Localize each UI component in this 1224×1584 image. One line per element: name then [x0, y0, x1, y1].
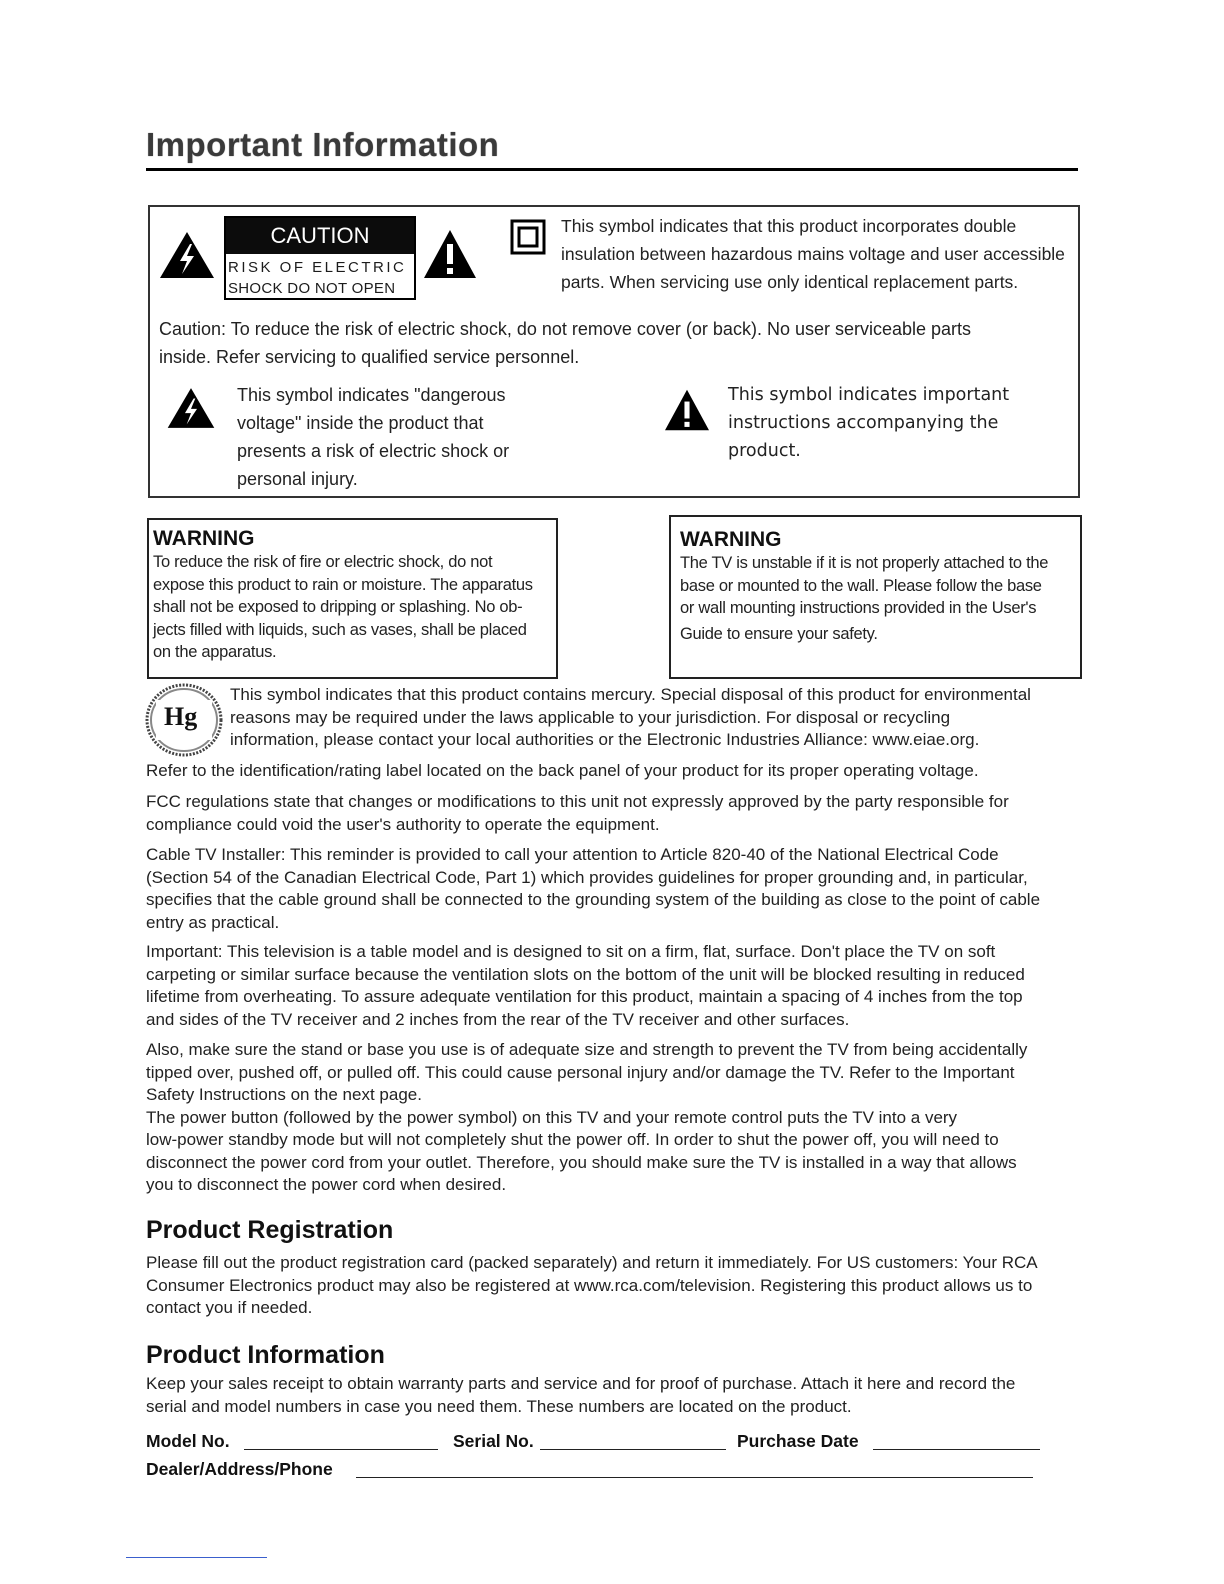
- text-line: disconnect the power cord from your outlet. Therefore, you should make sure the TV is installed in a way that allows: [146, 1152, 1017, 1172]
- page-title: Important Information: [146, 126, 500, 163]
- dealer-field[interactable]: [356, 1477, 1033, 1478]
- text-line: This symbol indicates that this product contains mercury. Special disposal of this product for environmental: [230, 685, 1031, 704]
- text-line: or wall mounting instructions provided in the User's: [680, 599, 1037, 617]
- text-line: compliance could void the user's authority to operate the equipment.: [146, 814, 660, 834]
- text-line: This symbol indicates important: [728, 385, 1010, 405]
- text-line: Cable TV Installer: This reminder is provided to call your attention to Article 820-40 of the National Electrical Code: [146, 845, 999, 864]
- caution-label: [224, 216, 416, 300]
- text-line: presents a risk of electric shock or: [237, 441, 510, 461]
- double-insulation-icon: [510, 219, 546, 255]
- text-line: lifetime from overheating. To assure adequate ventilation for this product, maintain a spacing of 4 inches from the top: [146, 987, 1023, 1006]
- warning-body: [680, 552, 1080, 645]
- text-line: This symbol indicates that this product incorporates double: [561, 216, 1017, 236]
- model-no-field[interactable]: [244, 1449, 438, 1450]
- rating-paragraph: [146, 760, 1086, 783]
- caution-text: [159, 315, 1074, 371]
- double-insulation-text: [561, 212, 1081, 296]
- warning-box-left: [147, 518, 558, 679]
- registration-text: [146, 1252, 1086, 1320]
- text-line: base or mounted to the wall. Please follow the base: [680, 576, 1042, 595]
- dealer-label: Dealer/Address/Phone: [146, 1459, 333, 1479]
- text-line: Keep your sales receipt to obtain warranty parts and service and for proof of purchase. Attach it here and record the: [146, 1374, 1016, 1393]
- text-line: contact you if needed.: [146, 1298, 313, 1317]
- text-line: carpeting or similar surface because the ventilation slots on the bottom of the unit will be blocked resulting in reduced: [146, 964, 1025, 984]
- text-line: inside. Refer servicing to qualified service personnel.: [159, 347, 580, 367]
- text-line: expose this product to rain or moisture. The apparatus: [153, 575, 533, 594]
- text-line: The power button (followed by the power symbol) on this TV and your remote control puts the TV into a very: [146, 1107, 958, 1127]
- text-line: Important: This television is a table model and is designed to sit on a firm, flat, surface. Don't place the TV on soft: [146, 942, 996, 961]
- product-info-text: [146, 1373, 1086, 1418]
- text-line: personal injury.: [237, 469, 358, 489]
- text-line: (Section 54 of the Canadian Electrical Code, Part 1) which provides guidelines for proper grounding and, in particular,: [146, 867, 1028, 887]
- text-line: low-power standby mode but will not completely shut the power off. In order to shut the power off, you will need to: [146, 1130, 999, 1149]
- lightning-warning-icon: [158, 230, 216, 280]
- text-line: shall not be exposed to dripping or splashing. No ob-: [153, 598, 523, 616]
- caution-label-line1: RISK OF ELECTRIC: [228, 259, 407, 276]
- text-line: on the apparatus.: [153, 643, 277, 661]
- text-line: Also, make sure the stand or base you use is of adequate size and strength to prevent the TV from being accidentally: [146, 1040, 1028, 1059]
- important-paragraph: [146, 941, 1086, 1031]
- model-no-label: Model No.: [146, 1431, 230, 1451]
- text-line: and sides of the TV receiver and 2 inches from the rear of the TV receiver and other surfaces.: [146, 1009, 850, 1029]
- fcc-paragraph: [146, 791, 1086, 836]
- text-line: Safety Instructions on the next page.: [146, 1085, 422, 1104]
- text-line: Guide to ensure your safety.: [680, 624, 878, 643]
- text-line: entry as practical.: [146, 912, 280, 932]
- title-divider: [146, 168, 1078, 171]
- text-line: Caution: To reduce the risk of electric shock, do not remove cover (or back). No user serviceable parts: [159, 319, 972, 339]
- warning-box-right: [669, 515, 1082, 679]
- text-line: specifies that the cable ground shall be connected to the grounding system of the building as close to the point of cable: [146, 890, 1041, 909]
- text-line: jects filled with liquids, such as vases, shall be placed: [153, 620, 527, 639]
- exclamation-warning-icon: [661, 388, 713, 432]
- mercury-text: [230, 684, 1090, 752]
- text-line: instructions accompanying the product.: [728, 413, 999, 461]
- footnote-divider: [126, 1557, 267, 1558]
- text-line: serial and model numbers in case you need them. These numbers are located on the product.: [146, 1396, 852, 1416]
- important-instructions-text: [728, 381, 1073, 465]
- warning-body: [153, 551, 556, 664]
- text-line: The TV is unstable if it is not properly attached to the: [680, 554, 1049, 572]
- text-line: you to disconnect the power cord when desired.: [146, 1175, 507, 1194]
- text-line: voltage" inside the product that: [237, 413, 484, 433]
- text-line: Refer to the identification/rating label located on the back panel of your product for its proper operating voltage.: [146, 761, 979, 780]
- text-line: To reduce the risk of fire or electric shock, do not: [153, 553, 493, 571]
- text-line: FCC regulations state that changes or modifications to this unit not expressly approved by the party responsible for: [146, 792, 1009, 811]
- warning-title: WARNING: [680, 528, 782, 551]
- text-line: parts. When servicing use only identical replacement parts.: [561, 272, 1019, 292]
- cable-installer-paragraph: [146, 844, 1086, 934]
- text-line: Consumer Electronics product may also be registered at www.rca.com/television. Registering this product allows us to: [146, 1275, 1033, 1295]
- exclamation-warning-icon: [422, 228, 478, 280]
- mercury-symbol: Hg: [164, 702, 198, 731]
- registration-title: Product Registration: [146, 1216, 394, 1244]
- text-line: Please fill out the product registration card (packed separately) and return it immediately. For US customers: Your RCA: [146, 1253, 1038, 1272]
- text-line: This symbol indicates "dangerous: [237, 385, 506, 405]
- text-line: information, please contact your local authorities or the Electronic Industries Alliance: www.eiae.org.: [230, 730, 980, 749]
- dangerous-voltage-text: [237, 381, 597, 493]
- purchase-date-label: Purchase Date: [737, 1431, 859, 1451]
- serial-no-field[interactable]: [540, 1449, 726, 1450]
- caution-label-line2: SHOCK DO NOT OPEN: [228, 280, 396, 297]
- text-line: reasons may be required under the laws applicable to your jurisdiction. For disposal or recycling: [230, 707, 951, 727]
- serial-no-label: Serial No.: [453, 1431, 534, 1451]
- caution-label-head: CAUTION: [226, 218, 414, 254]
- lightning-warning-icon: [166, 386, 216, 430]
- product-info-title: Product Information: [146, 1341, 385, 1369]
- stand-power-paragraph: [146, 1039, 1086, 1197]
- text-line: tipped over, pushed off, or pulled off. This could cause personal injury and/or damage the TV. Refer to the Important: [146, 1062, 1015, 1082]
- text-line: insulation between hazardous mains voltage and user accessible: [561, 244, 1065, 264]
- purchase-date-field[interactable]: [873, 1449, 1040, 1450]
- warning-title: WARNING: [153, 527, 255, 550]
